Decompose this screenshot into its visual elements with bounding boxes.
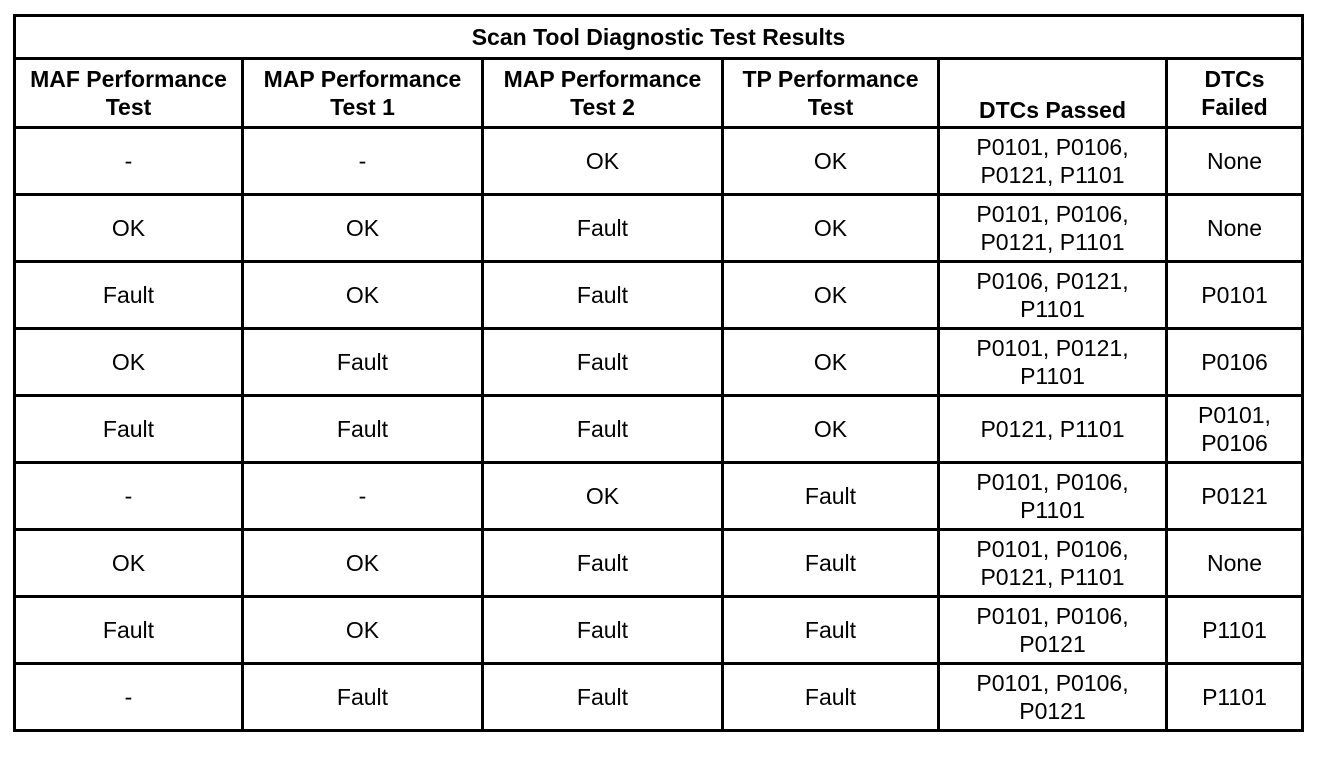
maf-performance-cell: Fault: [15, 262, 243, 329]
table-row: [15, 128, 1303, 195]
dtcs-failed-cell: None: [1167, 530, 1303, 597]
maf-performance-cell: OK: [15, 195, 243, 262]
map-performance-1-cell: -: [243, 463, 483, 530]
dtcs-passed-cell: P0101, P0106, P0121: [939, 664, 1167, 731]
column-header-maf-performance-test: MAF Performance Test: [15, 59, 243, 128]
column-header-row: [15, 59, 1303, 128]
dtcs-passed-cell: P0101, P0106, P0121, P1101: [939, 530, 1167, 597]
tp-performance-cell: OK: [723, 128, 939, 195]
map-performance-2-cell: Fault: [483, 396, 723, 463]
maf-performance-cell: Fault: [15, 396, 243, 463]
dtcs-passed-cell: P0101, P0106, P0121, P1101: [939, 128, 1167, 195]
dtcs-passed-cell: P0121, P1101: [939, 396, 1167, 463]
maf-performance-cell: Fault: [15, 597, 243, 664]
table-row: [15, 463, 1303, 530]
map-performance-2-cell: OK: [483, 463, 723, 530]
tp-performance-cell: Fault: [723, 463, 939, 530]
tp-performance-cell: OK: [723, 396, 939, 463]
table-row: [15, 664, 1303, 731]
map-performance-1-cell: OK: [243, 262, 483, 329]
map-performance-2-cell: Fault: [483, 530, 723, 597]
dtcs-failed-cell: None: [1167, 195, 1303, 262]
map-performance-2-cell: Fault: [483, 597, 723, 664]
maf-performance-cell: OK: [15, 329, 243, 396]
table-row: [15, 530, 1303, 597]
dtcs-passed-cell: P0101, P0121, P1101: [939, 329, 1167, 396]
tp-performance-cell: OK: [723, 195, 939, 262]
dtcs-failed-cell: P1101: [1167, 664, 1303, 731]
map-performance-2-cell: Fault: [483, 262, 723, 329]
map-performance-1-cell: OK: [243, 530, 483, 597]
map-performance-2-cell: Fault: [483, 195, 723, 262]
map-performance-1-cell: OK: [243, 195, 483, 262]
dtcs-passed-cell: P0106, P0121, P1101: [939, 262, 1167, 329]
table-row: [15, 396, 1303, 463]
diagnostic-results-table: [13, 14, 1304, 732]
map-performance-2-cell: Fault: [483, 664, 723, 731]
map-performance-2-cell: Fault: [483, 329, 723, 396]
dtcs-failed-cell: P0121: [1167, 463, 1303, 530]
table-title: Scan Tool Diagnostic Test Results: [15, 16, 1303, 59]
dtcs-failed-cell: P0101: [1167, 262, 1303, 329]
table-row: [15, 597, 1303, 664]
map-performance-1-cell: Fault: [243, 396, 483, 463]
column-header-map-performance-test-2: MAP Performance Test 2: [483, 59, 723, 128]
maf-performance-cell: OK: [15, 530, 243, 597]
map-performance-1-cell: Fault: [243, 329, 483, 396]
dtcs-failed-cell: P1101: [1167, 597, 1303, 664]
tp-performance-cell: OK: [723, 262, 939, 329]
maf-performance-cell: -: [15, 664, 243, 731]
tp-performance-cell: Fault: [723, 664, 939, 731]
map-performance-1-cell: -: [243, 128, 483, 195]
tp-performance-cell: OK: [723, 329, 939, 396]
tp-performance-cell: Fault: [723, 597, 939, 664]
maf-performance-cell: -: [15, 463, 243, 530]
dtcs-failed-cell: None: [1167, 128, 1303, 195]
dtcs-failed-cell: P0101, P0106: [1167, 396, 1303, 463]
column-header-map-performance-test-1: MAP Performance Test 1: [243, 59, 483, 128]
column-header-dtcs-passed: DTCs Passed: [939, 59, 1167, 128]
map-performance-2-cell: OK: [483, 128, 723, 195]
tp-performance-cell: Fault: [723, 530, 939, 597]
dtcs-passed-cell: P0101, P0106, P0121: [939, 597, 1167, 664]
dtcs-passed-cell: P0101, P0106, P0121, P1101: [939, 195, 1167, 262]
maf-performance-cell: -: [15, 128, 243, 195]
map-performance-1-cell: OK: [243, 597, 483, 664]
map-performance-1-cell: Fault: [243, 664, 483, 731]
dtcs-failed-cell: P0106: [1167, 329, 1303, 396]
table-row: [15, 195, 1303, 262]
table-row: [15, 329, 1303, 396]
table-row: [15, 262, 1303, 329]
column-header-tp-performance-test: TP Performance Test: [723, 59, 939, 128]
column-header-dtcs-failed: DTCs Failed: [1167, 59, 1303, 128]
table-body: [15, 128, 1303, 731]
dtcs-passed-cell: P0101, P0106, P1101: [939, 463, 1167, 530]
